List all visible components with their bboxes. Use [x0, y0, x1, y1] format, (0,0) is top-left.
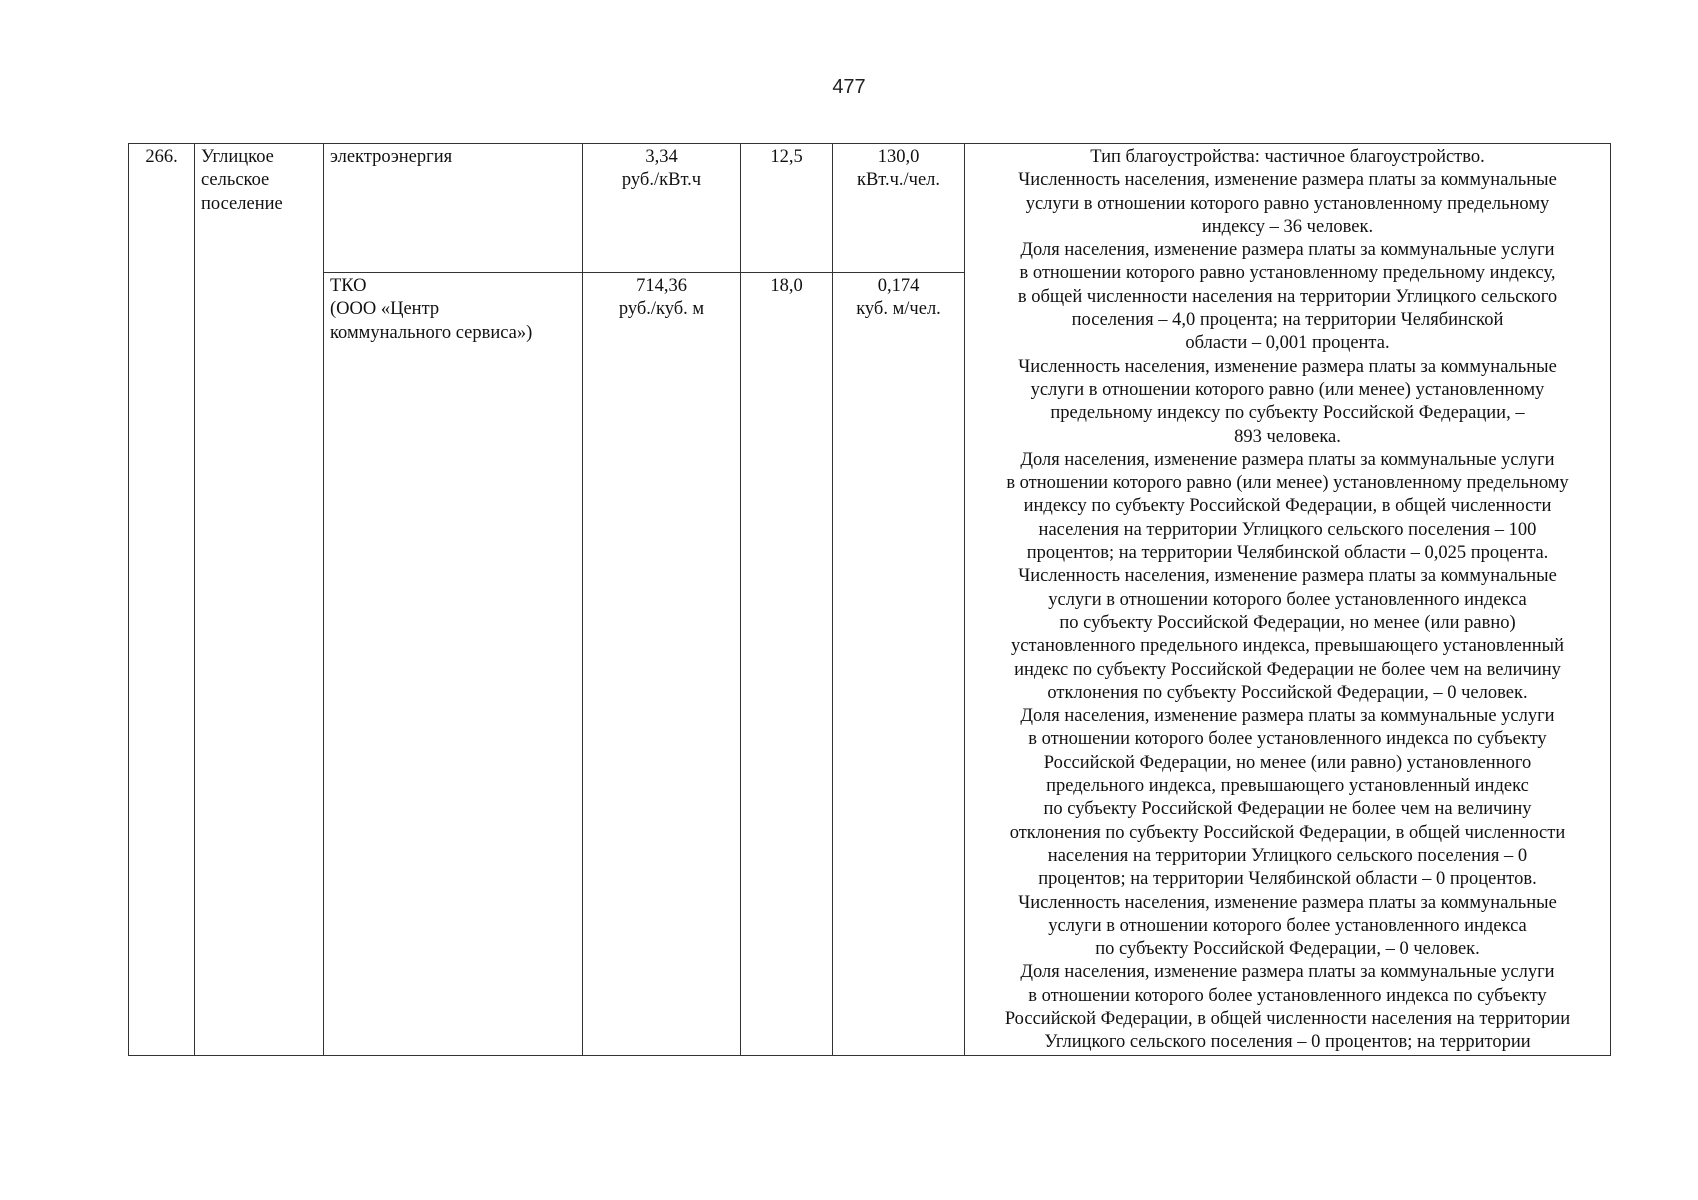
- service-provider: коммунального сервиса»): [330, 322, 533, 343]
- description-line: предельного индекса, превышающего установленный индекс: [1046, 776, 1529, 797]
- page-number: 477: [832, 76, 866, 98]
- description-line: по субъекту Российской Федерации, – 0 человек.: [1095, 939, 1480, 960]
- description-line: Российской Федерации, но менее (или равно) установленного: [1043, 752, 1532, 773]
- index-value: 18,0: [770, 276, 803, 296]
- tariff-table: [128, 143, 1611, 1056]
- description-line: Численность населения, изменение размера платы за коммунальные: [1018, 892, 1557, 913]
- description-line: в общей численности населения на территории Углицкого сельского: [1017, 286, 1558, 307]
- description-line: Численность населения, изменение размера платы за коммунальные: [1018, 356, 1557, 377]
- norm-cell: [833, 273, 965, 1056]
- description-line: в отношении которого равно установленному предельному индексу,: [1019, 263, 1556, 284]
- description-line: услуги в отношении которого более установленного индекса: [1048, 589, 1527, 610]
- description-line: Доля населения, изменение размера платы за коммунальные услуги: [1020, 240, 1555, 261]
- settlement-name-line: Углицкое: [201, 147, 274, 167]
- service-provider: (ООО «Центр: [330, 299, 440, 320]
- description-line: области – 0,001 процента.: [1185, 333, 1390, 354]
- norm-value: 0,174: [877, 276, 920, 296]
- description-line: Доля населения, изменение размера платы за коммунальные услуги: [1020, 449, 1555, 470]
- description-line: процентов; на территории Челябинской области – 0 процентов.: [1038, 869, 1537, 890]
- norm-value: 130,0: [877, 147, 920, 167]
- description-line: 893 человека.: [1234, 426, 1341, 447]
- description-line: по субъекту Российской Федерации, но менее (или равно): [1059, 612, 1516, 633]
- index-cell: [741, 144, 833, 273]
- settlement-cell: [195, 144, 324, 1056]
- description-line: Углицкого сельского поселения – 0 процентов; на территории: [1044, 1032, 1531, 1053]
- description-line: в отношении которого более установленного индекса по субъекту: [1028, 985, 1547, 1006]
- settlement-name-line: поселение: [201, 193, 283, 214]
- description-line: населения на территории Углицкого сельского поселения – 0: [1047, 845, 1528, 866]
- description-line: отклонения по субъекту Российской Федерации, – 0 человек.: [1047, 682, 1528, 703]
- tariff-cell: [583, 273, 741, 1056]
- description-line: установленного предельного индекса, превышающего установленный: [1011, 636, 1564, 657]
- description-line: отклонения по субъекту Российской Федерации, в общей численности: [1009, 822, 1566, 843]
- description-line: поселения – 4,0 процента; на территории Челябинской: [1071, 310, 1504, 331]
- description-line: Российской Федерации, в общей численности населения на территории: [1004, 1008, 1571, 1029]
- norm-cell: [833, 144, 965, 273]
- index-cell: [741, 273, 833, 1056]
- description-line: Численность населения, изменение размера платы за коммунальные: [1018, 566, 1557, 587]
- description-line: Доля населения, изменение размера платы за коммунальные услуги: [1020, 962, 1555, 983]
- description-line: Численность населения, изменение размера платы за коммунальные: [1018, 170, 1557, 191]
- settlement-name-line: сельское: [201, 170, 270, 191]
- description-line: Доля населения, изменение размера платы за коммунальные услуги: [1020, 706, 1555, 727]
- service-name-cell: [324, 144, 583, 273]
- norm-unit: куб. м/чел.: [856, 299, 941, 320]
- description-line: процентов; на территории Челябинской области – 0,025 процента.: [1026, 543, 1549, 564]
- row-number-cell: [129, 144, 195, 1056]
- description-line: услуги в отношении которого более установленного индекса: [1048, 915, 1527, 936]
- index-value: 12,5: [770, 147, 803, 167]
- description-line: населения на территории Углицкого сельского поселения – 100: [1038, 519, 1537, 540]
- table-row: [129, 144, 1611, 273]
- description-line: предельному индексу по субъекту Российской Федерации, –: [1050, 403, 1525, 424]
- norm-unit: кВт.ч./чел.: [856, 170, 941, 191]
- service-name-cell: [324, 273, 583, 1056]
- service-name: электроэнергия: [330, 147, 453, 167]
- tariff-value: 3,34: [645, 147, 678, 167]
- description-line: по субъекту Российской Федерации не более чем на величину: [1043, 799, 1532, 820]
- description-line: услуги в отношении которого равно установленному предельному: [1025, 193, 1550, 214]
- tariff-unit: руб./кВт.ч: [621, 170, 702, 191]
- tariff-cell: [583, 144, 741, 273]
- description-line: в отношении которого более установленного индекса по субъекту: [1028, 729, 1547, 750]
- description-line: индексу по субъекту Российской Федерации, в общей численности: [1023, 496, 1552, 517]
- tariff-value: 714,36: [636, 276, 687, 296]
- description-line: в отношении которого равно (или менее) установленному предельному: [1006, 473, 1569, 494]
- description-line: индексу – 36 человек.: [1201, 216, 1374, 237]
- description-cell: [965, 144, 1611, 1056]
- row-number: 266.: [145, 147, 178, 167]
- description-line: индекс по субъекту Российской Федерации не более чем на величину: [1014, 659, 1561, 680]
- tariff-unit: руб./куб. м: [618, 299, 705, 320]
- description-line: Тип благоустройства: частичное благоустройство.: [1090, 147, 1485, 167]
- description-line: услуги в отношении которого равно (или менее) установленному: [1030, 379, 1545, 400]
- service-name: ТКО: [330, 276, 367, 296]
